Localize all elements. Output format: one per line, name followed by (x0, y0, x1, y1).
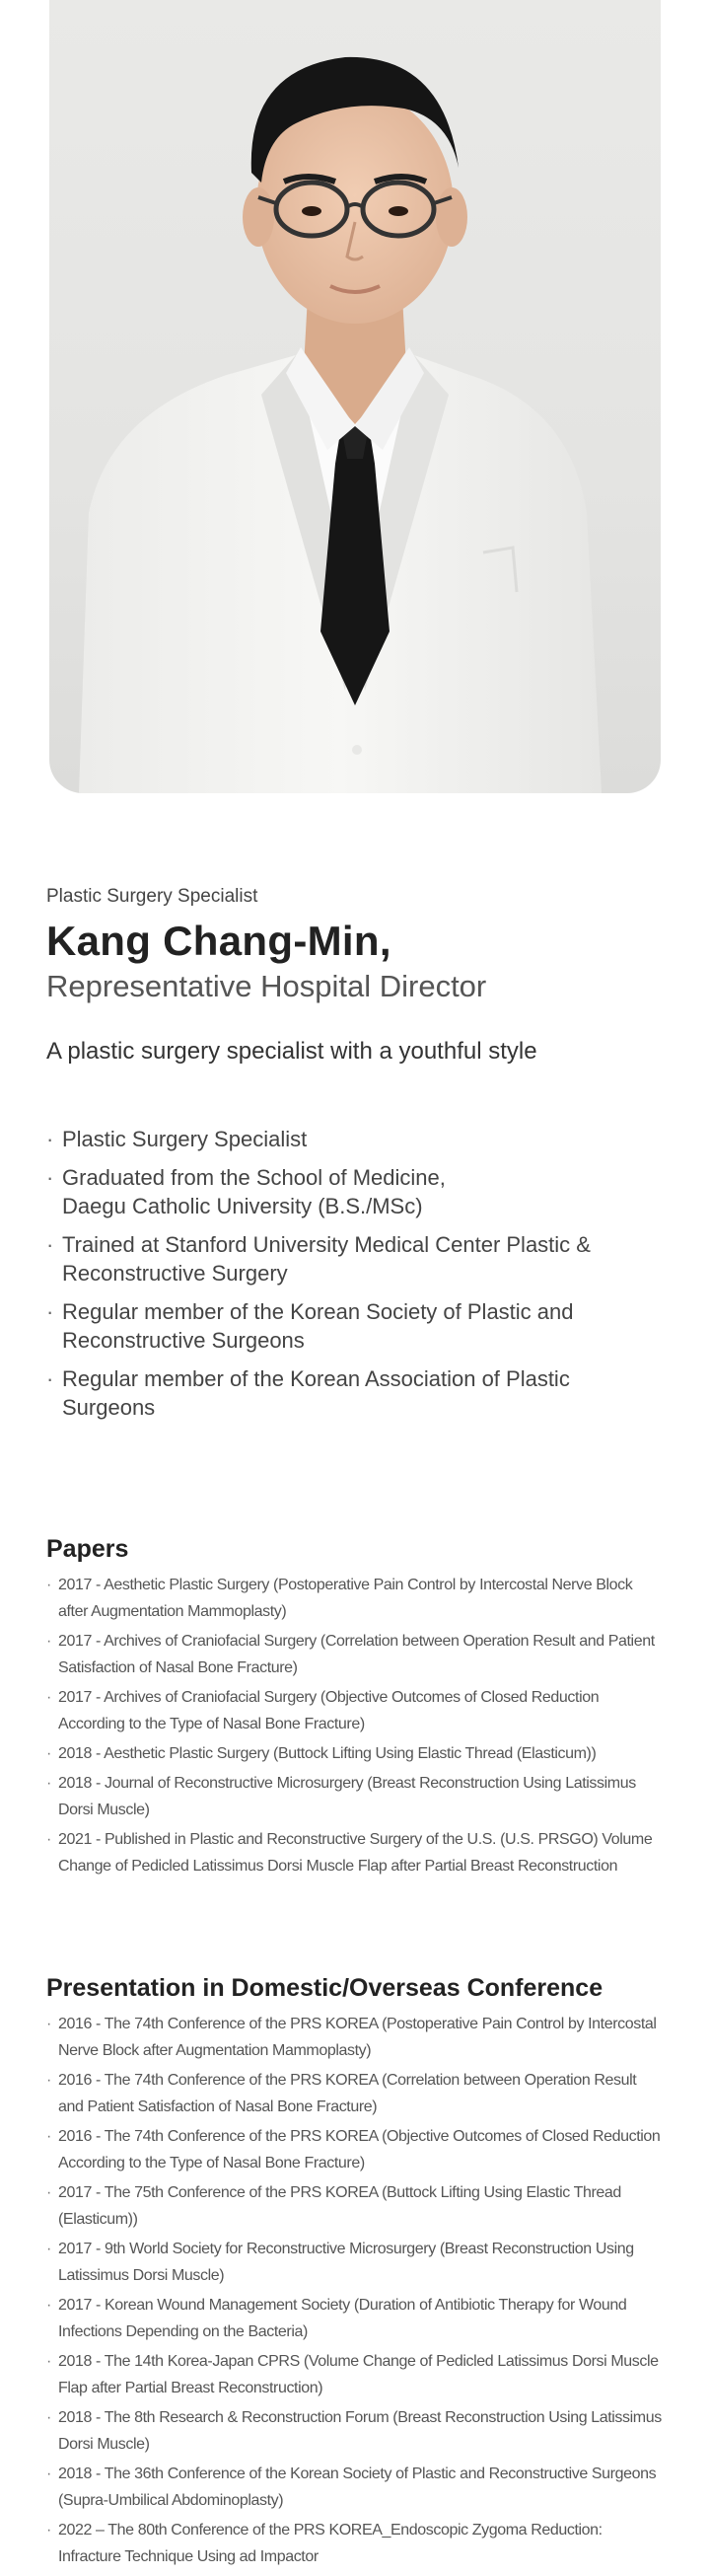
paper-item: · 2017 - Archives of Craniofacial Surgery (Correlation between Operation Result and Patient Satisfaction of Nasal Bone Fracture) (46, 1628, 664, 1681)
credential-item: · Trained at Stanford University Medical Center Plastic & Reconstructive Surgery (46, 1230, 664, 1288)
specialty-label: Plastic Surgery Specialist (46, 886, 258, 907)
presentation-item: · 2016 - The 74th Conference of the PRS KOREA (Objective Outcomes of Closed Reduction According to the Type of Nasal Bone Fracture) (46, 2123, 664, 2176)
doctor-title: Representative Hospital Director (46, 969, 487, 1003)
doctor-portrait-illustration (49, 0, 661, 793)
doctor-profile (46, 868, 664, 1432)
credential-item: · Regular member of the Korean Association of Plastic Surgeons (46, 1364, 664, 1422)
paper-item: · 2017 - Aesthetic Plastic Surgery (Postoperative Pain Control by Intercostal Nerve Block after Augmentation Mammoplasty) (46, 1572, 664, 1625)
presentations-section (46, 1974, 664, 2573)
credential-item: · Graduated from the School of Medicine, Daegu Catholic University (B.S./MSc) (46, 1163, 664, 1220)
doctor-name: Kang Chang-Min, (46, 918, 391, 964)
presentations-list (46, 2011, 664, 2570)
presentation-item: · 2016 - The 74th Conference of the PRS KOREA (Correlation between Operation Result and Patient Satisfaction of Nasal Bone Fracture) (46, 2067, 664, 2120)
paper-item: · 2017 - Archives of Craniofacial Surgery (Objective Outcomes of Closed Reduction According to the Type of Nasal Bone Fracture) (46, 1684, 664, 1737)
doctor-tagline: A plastic surgery specialist with a youthful style (46, 1038, 537, 1065)
presentations-heading: Presentation in Domestic/Overseas Conference (46, 1974, 604, 2002)
presentation-item: · 2016 - The 74th Conference of the PRS KOREA (Postoperative Pain Control by Intercostal Nerve Block after Augmentation Mammoplasty) (46, 2011, 664, 2064)
presentation-item: · 2017 - The 75th Conference of the PRS KOREA (Buttock Lifting Using Elastic Thread (Elasticum)) (46, 2179, 664, 2233)
credentials-list (46, 1125, 664, 1422)
presentation-item: · 2017 - Korean Wound Management Society (Duration of Antibiotic Therapy for Wound Infections Depending on the Bacteria) (46, 2292, 664, 2345)
papers-heading: Papers (46, 1535, 129, 1563)
presentation-item: · 2022 – The 80th Conference of the PRS KOREA_Endoscopic Zygoma Reduction: Infracture Technique Using ad Impactor (46, 2517, 664, 2570)
doctor-photo (49, 0, 661, 793)
presentation-item: · 2018 - The 14th Korea-Japan CPRS (Volume Change of Pedicled Latissimus Dorsi Muscle Flap after Partial Breast Reconstruction) (46, 2348, 664, 2401)
papers-section (46, 1535, 664, 1882)
credential-item: · Plastic Surgery Specialist (46, 1125, 664, 1153)
paper-item: · 2018 - Journal of Reconstructive Microsurgery (Breast Reconstruction Using Latissimus Dorsi Muscle) (46, 1770, 664, 1823)
paper-item: · 2021 - Published in Plastic and Reconstructive Surgery of the U.S. (U.S. PRSGO) Volume Change of Pedicled Latissimus Dorsi Muscle Flap after Partial Breast Reconstruction (46, 1826, 664, 1879)
presentation-item: · 2017 - 9th World Society for Reconstructive Microsurgery (Breast Reconstruction Using Latissimus Dorsi Muscle) (46, 2236, 664, 2289)
papers-list (46, 1572, 664, 1879)
credential-item: · Regular member of the Korean Society of Plastic and Reconstructive Surgeons (46, 1297, 664, 1355)
presentation-item: · 2018 - The 36th Conference of the Korean Society of Plastic and Reconstructive Surgeons (Supra-Umbilical Abdominoplasty) (46, 2461, 664, 2514)
presentation-item: · 2018 - The 8th Research & Reconstruction Forum (Breast Reconstruction Using Latissimus Dorsi Muscle) (46, 2404, 664, 2458)
paper-item: · 2018 - Aesthetic Plastic Surgery (Buttock Lifting Using Elastic Thread (Elasticum)) (46, 1740, 664, 1767)
